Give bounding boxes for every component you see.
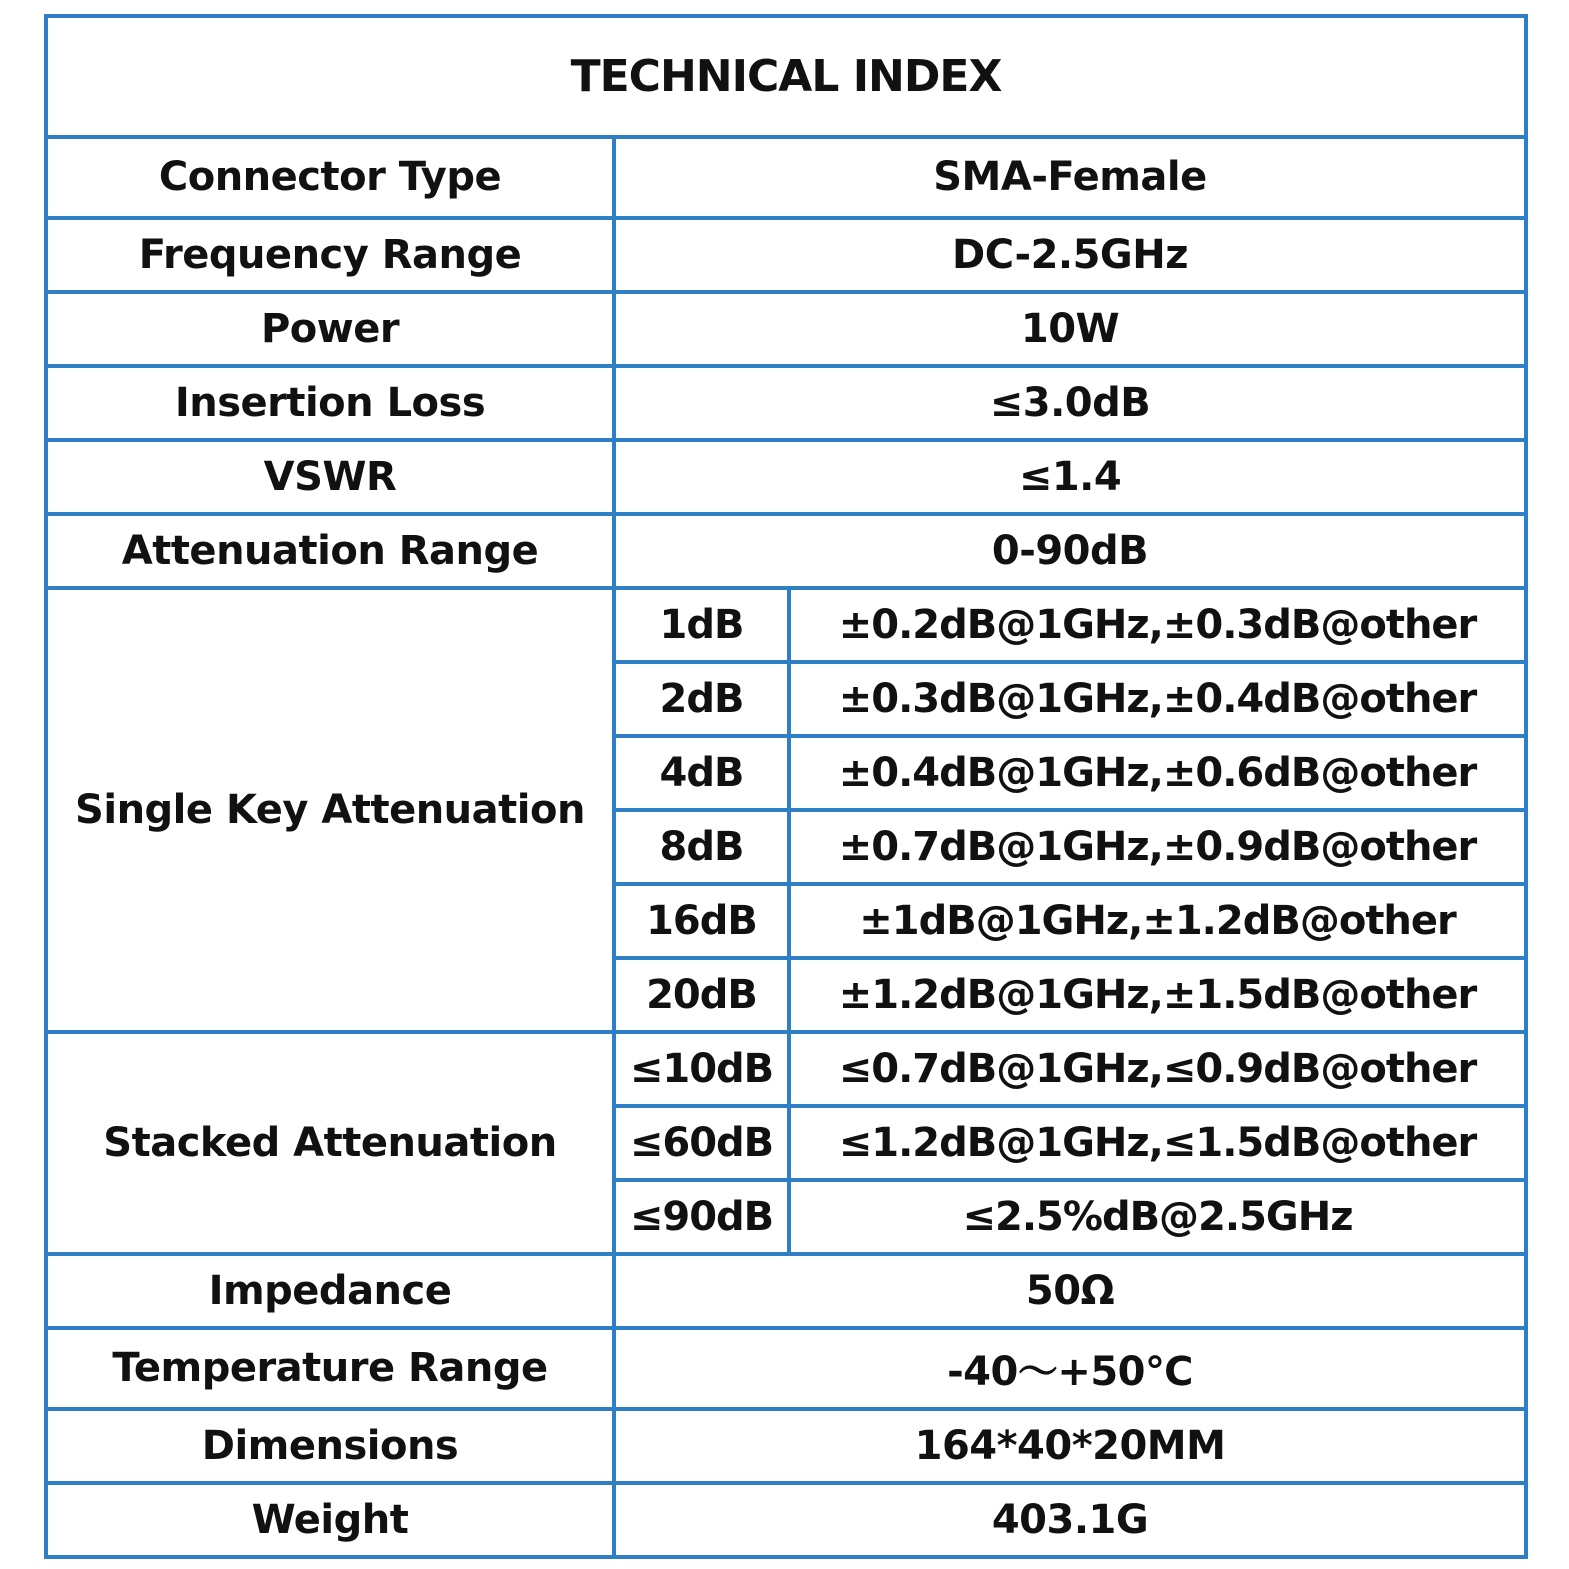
weight-label: Weight [46,1483,614,1557]
frequency-range-value: DC-2.5GHz [614,218,1526,292]
dimensions-label: Dimensions [46,1409,614,1483]
stacked-step: ≤60dB [614,1106,789,1180]
single-key-accuracy: ±0.3dB@1GHz,±0.4dB@other [789,662,1526,736]
single-key-accuracy: ±1dB@1GHz,±1.2dB@other [789,884,1526,958]
single-key-step: 16dB [614,884,789,958]
vswr-label: VSWR [46,440,614,514]
table-title: TECHNICAL INDEX [46,16,1526,137]
single-key-accuracy: ±0.2dB@1GHz,±0.3dB@other [789,588,1526,662]
single-key-accuracy: ±0.4dB@1GHz,±0.6dB@other [789,736,1526,810]
stacked-accuracy: ≤0.7dB@1GHz,≤0.9dB@other [789,1032,1526,1106]
single-key-step: 1dB [614,588,789,662]
impedance-label: Impedance [46,1254,614,1328]
vswr-value: ≤1.4 [614,440,1526,514]
impedance-value: 50Ω [614,1254,1526,1328]
stacked-step: ≤90dB [614,1180,789,1254]
connector-type-value: SMA-Female [614,137,1526,218]
single-key-step: 20dB [614,958,789,1032]
single-key-attenuation-label: Single Key Attenuation [46,588,614,1032]
connector-type-label: Connector Type [46,137,614,218]
attenuation-range-value: 0-90dB [614,514,1526,588]
single-key-step: 4dB [614,736,789,810]
attenuation-range-label: Attenuation Range [46,514,614,588]
weight-value: 403.1G [614,1483,1526,1557]
stacked-accuracy: ≤1.2dB@1GHz,≤1.5dB@other [789,1106,1526,1180]
single-key-step: 8dB [614,810,789,884]
dimensions-value: 164*40*20MM [614,1409,1526,1483]
single-key-step: 2dB [614,662,789,736]
insertion-loss-label: Insertion Loss [46,366,614,440]
technical-index-table [44,14,1528,1559]
insertion-loss-value: ≤3.0dB [614,366,1526,440]
single-key-accuracy: ±0.7dB@1GHz,±0.9dB@other [789,810,1526,884]
stacked-step: ≤10dB [614,1032,789,1106]
power-label: Power [46,292,614,366]
stacked-accuracy: ≤2.5%dB@2.5GHz [789,1180,1526,1254]
temperature-range-value: -40～+50℃ [614,1328,1526,1409]
power-value: 10W [614,292,1526,366]
temperature-range-label: Temperature Range [46,1328,614,1409]
stacked-attenuation-label: Stacked Attenuation [46,1032,614,1254]
frequency-range-label: Frequency Range [46,218,614,292]
single-key-accuracy: ±1.2dB@1GHz,±1.5dB@other [789,958,1526,1032]
